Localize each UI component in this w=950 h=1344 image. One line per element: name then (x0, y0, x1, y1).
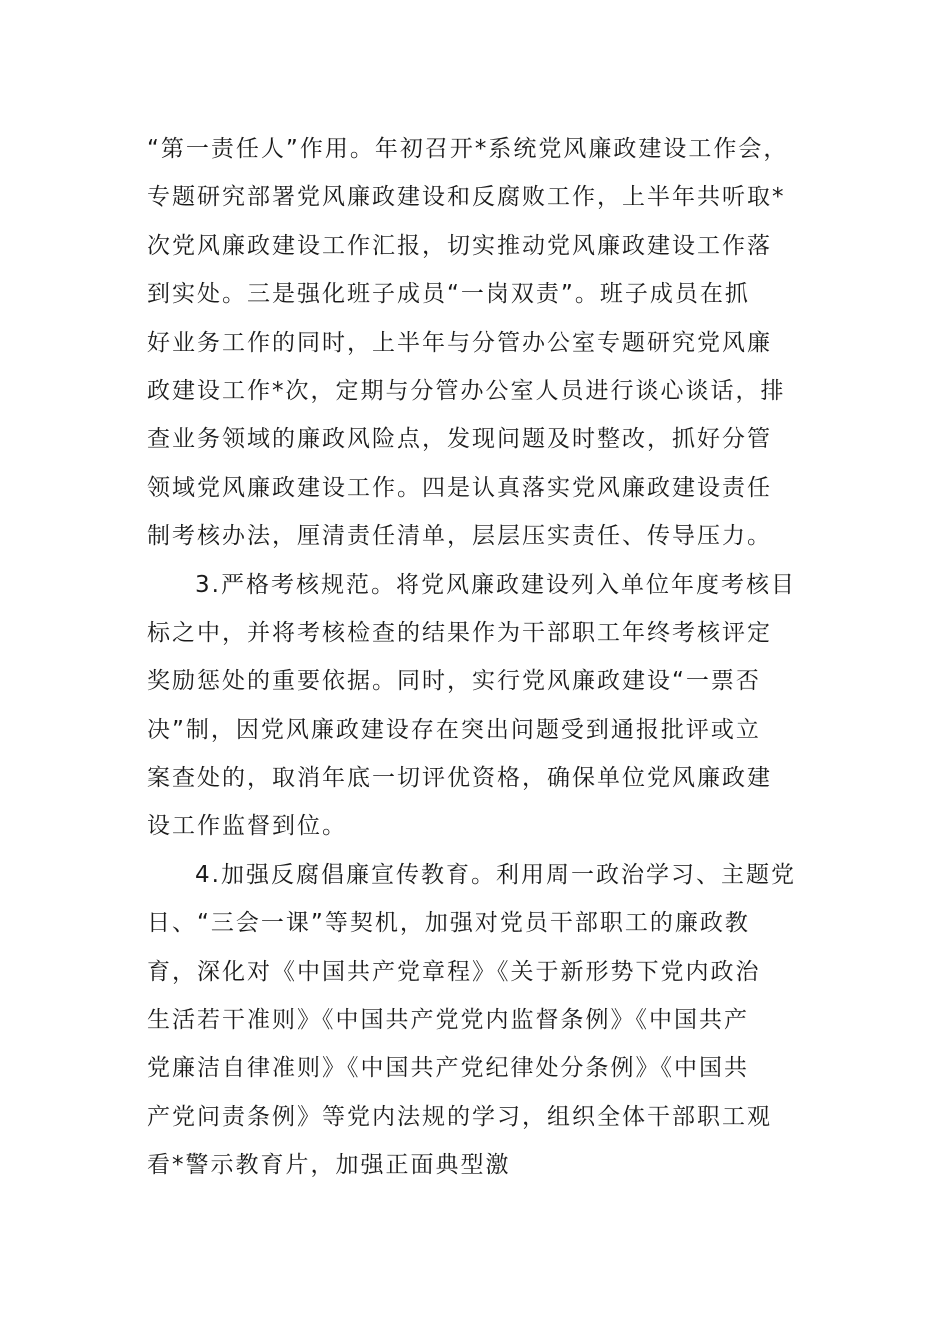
text-line: “第一责任人”作用。年初召开*系统党风廉政建设工作会， (147, 136, 789, 162)
text-line: 日、“三会一课”等契机，加强对党员干部职工的廉政教 (147, 910, 750, 937)
text-line: 次党风廉政建设工作汇报，切实推动党风廉政建设工作落 (147, 232, 772, 259)
text-line: 专题研究部署党风廉政建设和反腐败工作，上半年共听取* (147, 184, 786, 211)
text-line: 政建设工作*次，定期与分管办公室人员进行谈心谈话，排 (147, 377, 786, 404)
text-line: 案查处的，取消年底一切评优资格，确保单位党风廉政建 (147, 765, 772, 792)
text-line: 好业务工作的同时，上半年与分管办公室专题研究党风廉 (147, 329, 772, 356)
text-line: 奖励惩处的重要依据。同时，实行党风廉政建设“一票否 (147, 668, 761, 695)
text-line: 设工作监督到位。 (147, 813, 347, 840)
text-line: 查业务领域的廉政风险点，发现问题及时整改，抓好分管 (147, 426, 772, 453)
text-line: 标之中，并将考核检查的结果作为干部职工年终考核评定 (147, 619, 772, 646)
document-body (147, 125, 807, 1190)
text-line: 到实处。三是强化班子成员“一岗双责”。班子成员在抓 (147, 281, 750, 308)
text-line: 领域党风廉政建设工作。四是认真落实党风廉政建设责任 (147, 474, 772, 501)
text-line: 党廉洁自律准则》《中国共产党纪律处分条例》《中国共 (147, 1055, 749, 1082)
paragraph-4-start: 4.加强反腐倡廉宣传教育。利用周一政治学习、主题党 (195, 861, 796, 888)
text-line: 产党问责条例》等党内法规的学习，组织全体干部职工观 (147, 1103, 772, 1130)
text-line: 决”制，因党风廉政建设存在突出问题受到通报批评或立 (147, 716, 761, 743)
text-line: 制考核办法，厘清责任清单，层层压实责任、传导压力。 (147, 523, 772, 550)
text-line: 生活若干准则》《中国共产党党内监督条例》《中国共产 (147, 1007, 749, 1034)
text-line: 育，深化对《中国共产党章程》《关于新形势下党内政治 (147, 958, 761, 985)
paragraph-3-start: 3.严格考核规范。将党风廉政建设列入单位年度考核目 (195, 571, 796, 598)
text-line: 看*警示教育片，加强正面典型激 (147, 1152, 511, 1179)
